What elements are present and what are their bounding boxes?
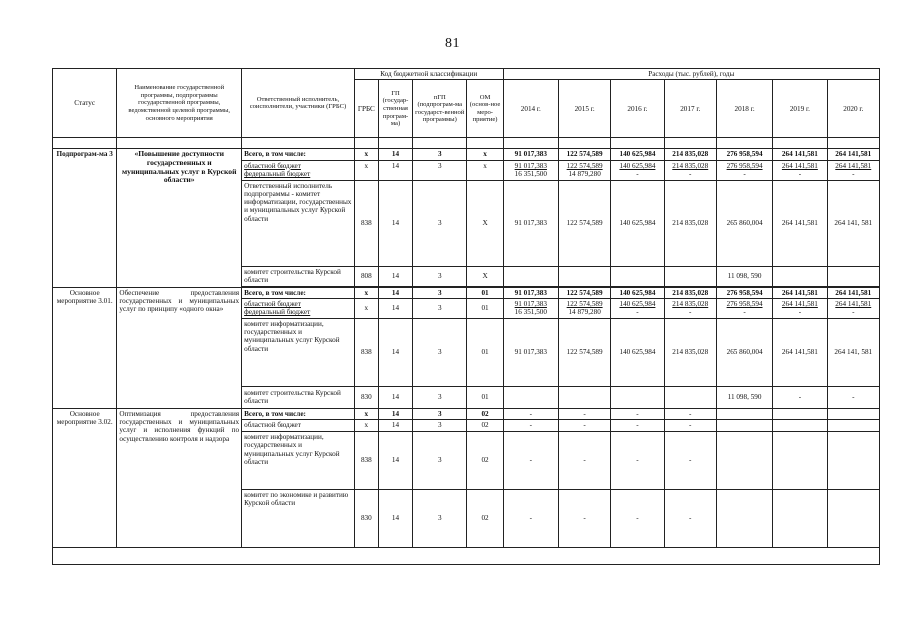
grbs-cell: х	[354, 149, 378, 160]
value-cell: -	[664, 432, 716, 490]
value-cell	[716, 432, 772, 490]
executor-cell: областной бюджет федеральный бюджет	[242, 160, 355, 180]
program-name-cell: Оптимизация предоставления государственных и муниципальных услуг и исполнения функций по осуществлению контроля и надзора	[117, 408, 242, 547]
table-row	[53, 408, 880, 419]
pgp-cell: 3	[413, 149, 467, 160]
executor-cell: областной бюджет федеральный бюджет	[242, 298, 355, 318]
pgp-cell: 3	[413, 298, 467, 318]
value-cell: 91 017,383	[503, 149, 558, 160]
value-cell	[716, 490, 772, 548]
om-cell: 01	[467, 318, 503, 386]
value-cell	[716, 408, 772, 419]
value-cell: 264 141,581 -	[827, 298, 879, 318]
header-pgp: пГП (подпрограм-ма государст-венной программы)	[413, 80, 467, 138]
om-cell: 01	[467, 287, 503, 298]
value-cell: 264 141,581	[773, 318, 827, 386]
om-cell: 01	[467, 386, 503, 408]
page-number: 81	[445, 36, 460, 51]
gp-cell: 14	[378, 298, 412, 318]
value-cell: -	[558, 420, 610, 432]
value-cell: -	[503, 420, 558, 432]
value-cell: 264 141, 581	[827, 318, 879, 386]
value-cell: 91 017,383 16 351,500	[503, 298, 558, 318]
grbs-cell: х	[354, 420, 378, 432]
header-year: 2020 г.	[827, 80, 879, 138]
pgp-cell: 3	[413, 318, 467, 386]
value-cell	[773, 432, 827, 490]
value-cell: -	[611, 432, 664, 490]
blank-row	[53, 548, 880, 565]
header-year: 2018 г.	[716, 80, 772, 138]
value-cell: -	[664, 420, 716, 432]
value-cell: 276 958,594 -	[716, 160, 772, 180]
table-row	[53, 149, 880, 160]
value-cell: 214 835,028	[664, 180, 716, 266]
value-cell	[827, 266, 879, 286]
gp-cell: 14	[378, 180, 412, 266]
header-year: 2015 г.	[558, 80, 610, 138]
value-cell: 122 574,589 14 879,280	[558, 160, 610, 180]
executor-cell: комитет строительства Курской области	[242, 266, 355, 286]
value-cell: 264 141,581 -	[773, 160, 827, 180]
grbs-cell: х	[354, 287, 378, 298]
program-name-cell: «Повышение доступности государственных и муниципальных услуг в Курской области»	[117, 149, 242, 287]
value-cell: 140 625,984	[611, 287, 664, 298]
executor-cell: Ответственный исполнитель подпрограммы - комитет информатизации, государственных и муниципальных услуг Курской области	[242, 180, 355, 266]
value-cell: -	[558, 490, 610, 548]
value-cell: 140 625,984 -	[611, 160, 664, 180]
value-cell: 264 141, 581	[827, 180, 879, 266]
gp-cell: 14	[378, 432, 412, 490]
value-cell: 265 860,004	[716, 180, 772, 266]
value-cell	[827, 408, 879, 419]
value-cell: 276 958,594	[716, 149, 772, 160]
om-cell: 01	[467, 298, 503, 318]
status-cell: Подпрограм-ма 3	[53, 149, 117, 287]
header-grbs: ГРБС	[354, 80, 378, 138]
header-executor: Ответственный исполнитель, соисполнители, участники (ГРБС)	[242, 69, 355, 138]
header-expenses: Расходы (тыс. рублей), годы	[503, 69, 879, 80]
value-cell	[503, 266, 558, 286]
value-cell: 276 958,594 -	[716, 298, 772, 318]
value-cell: -	[611, 408, 664, 419]
program-name-cell: Обеспечение предоставления государственных и муниципальных услуг по принципу «одного окна»	[117, 287, 242, 408]
value-cell: 264 141,581	[773, 180, 827, 266]
header-year: 2014 г.	[503, 80, 558, 138]
om-cell: 02	[467, 408, 503, 419]
pgp-cell: 3	[413, 160, 467, 180]
value-cell: 91 017,383	[503, 287, 558, 298]
value-cell: 264 141,581 -	[827, 160, 879, 180]
executor-cell: Всего, в том числе:	[242, 408, 355, 419]
value-cell: 264 141,581	[827, 149, 879, 160]
header-year: 2017 г.	[664, 80, 716, 138]
pgp-cell: 3	[413, 420, 467, 432]
value-cell: 140 625,984	[611, 318, 664, 386]
om-cell: 02	[467, 490, 503, 548]
value-cell: 214 835,028	[664, 287, 716, 298]
value-cell	[558, 386, 610, 408]
status-cell: Основное мероприятие 3.02.	[53, 408, 117, 547]
om-cell: х	[467, 160, 503, 180]
value-cell: -	[503, 408, 558, 419]
value-cell: 91 017,383 16 351,500	[503, 160, 558, 180]
grbs-cell: х	[354, 298, 378, 318]
grbs-cell: х	[354, 408, 378, 419]
value-cell	[611, 386, 664, 408]
table-row	[53, 287, 880, 298]
value-cell: 264 141,581	[773, 287, 827, 298]
om-cell: Х	[467, 180, 503, 266]
value-cell: 214 835,028 -	[664, 160, 716, 180]
value-cell: 140 625,984 -	[611, 298, 664, 318]
value-cell: 11 098, 590	[716, 386, 772, 408]
value-cell: -	[503, 490, 558, 548]
executor-cell: комитет информатизации, государственных и муниципальных услуг Курской области	[242, 432, 355, 490]
value-cell: -	[773, 386, 827, 408]
gp-cell: 14	[378, 287, 412, 298]
budget-table	[52, 68, 880, 565]
header-status: Статус	[53, 69, 117, 138]
pgp-cell: 3	[413, 490, 467, 548]
value-cell	[827, 420, 879, 432]
pgp-cell: 3	[413, 180, 467, 266]
pgp-cell: 3	[413, 432, 467, 490]
value-cell: 122 574,589	[558, 287, 610, 298]
value-cell: 214 835,028	[664, 149, 716, 160]
value-cell: 122 574,589	[558, 149, 610, 160]
value-cell	[773, 408, 827, 419]
header-budget-code: Код бюджетной классификации	[354, 69, 503, 80]
om-cell: х	[467, 149, 503, 160]
value-cell: -	[503, 432, 558, 490]
pgp-cell: 3	[413, 386, 467, 408]
gp-cell: 14	[378, 490, 412, 548]
grbs-cell: 830	[354, 386, 378, 408]
executor-cell: Всего, в том числе:	[242, 287, 355, 298]
value-cell: -	[611, 490, 664, 548]
status-cell: Основное мероприятие 3.01.	[53, 287, 117, 408]
value-cell: 264 141,581	[827, 287, 879, 298]
pgp-cell: 3	[413, 266, 467, 286]
header-name: Наименование государственной программы, подпрограммы государственной программы, ведомственной целевой программы, основного мероприятия	[117, 69, 242, 138]
value-cell	[773, 490, 827, 548]
value-cell	[827, 432, 879, 490]
value-cell: 264 141,581 -	[773, 298, 827, 318]
pgp-cell: 3	[413, 408, 467, 419]
value-cell: -	[611, 420, 664, 432]
value-cell	[827, 490, 879, 548]
value-cell: 276 958,594	[716, 287, 772, 298]
value-cell: -	[558, 408, 610, 419]
header-year: 2016 г.	[611, 80, 664, 138]
gp-cell: 14	[378, 266, 412, 286]
grbs-cell: 808	[354, 266, 378, 286]
value-cell: 122 574,589 14 879,280	[558, 298, 610, 318]
spacer-row	[53, 138, 880, 149]
grbs-cell: 838	[354, 180, 378, 266]
value-cell	[558, 266, 610, 286]
value-cell: -	[664, 408, 716, 419]
executor-cell: комитет информатизации, государственных и муниципальных услуг Курской области	[242, 318, 355, 386]
pgp-cell: 3	[413, 287, 467, 298]
executor-cell: комитет строительства Курской области	[242, 386, 355, 408]
header-om: ОМ (основ-ное меро-приятие)	[467, 80, 503, 138]
value-cell: -	[827, 386, 879, 408]
gp-cell: 14	[378, 318, 412, 386]
value-cell: 91 017,383	[503, 318, 558, 386]
value-cell	[664, 266, 716, 286]
grbs-cell: 838	[354, 318, 378, 386]
header-gp: ГП (государ-ственная програм-ма)	[378, 80, 412, 138]
value-cell	[611, 266, 664, 286]
value-cell: 11 098, 590	[716, 266, 772, 286]
value-cell: -	[664, 490, 716, 548]
grbs-cell: х	[354, 160, 378, 180]
value-cell: 122 574,589	[558, 318, 610, 386]
gp-cell: 14	[378, 408, 412, 419]
gp-cell: 14	[378, 149, 412, 160]
header-year: 2019 г.	[773, 80, 827, 138]
value-cell	[773, 266, 827, 286]
om-cell: Х	[467, 266, 503, 286]
om-cell: 02	[467, 432, 503, 490]
executor-cell: Всего, в том числе:	[242, 149, 355, 160]
value-cell	[664, 386, 716, 408]
value-cell: -	[558, 432, 610, 490]
value-cell: 122 574,589	[558, 180, 610, 266]
gp-cell: 14	[378, 386, 412, 408]
value-cell: 214 835,028 -	[664, 298, 716, 318]
value-cell	[716, 420, 772, 432]
grbs-cell: 838	[354, 432, 378, 490]
value-cell: 140 625,984	[611, 149, 664, 160]
value-cell	[773, 420, 827, 432]
gp-cell: 14	[378, 160, 412, 180]
value-cell: 264 141,581	[773, 149, 827, 160]
value-cell: 140 625,984	[611, 180, 664, 266]
grbs-cell: 830	[354, 490, 378, 548]
value-cell: 265 860,004	[716, 318, 772, 386]
value-cell: 214 835,028	[664, 318, 716, 386]
value-cell	[503, 386, 558, 408]
gp-cell: 14	[378, 420, 412, 432]
om-cell: 02	[467, 420, 503, 432]
value-cell: 91 017,383	[503, 180, 558, 266]
executor-cell: областной бюджет	[242, 420, 355, 432]
executor-cell: комитет по экономике и развитию Курской области	[242, 490, 355, 548]
